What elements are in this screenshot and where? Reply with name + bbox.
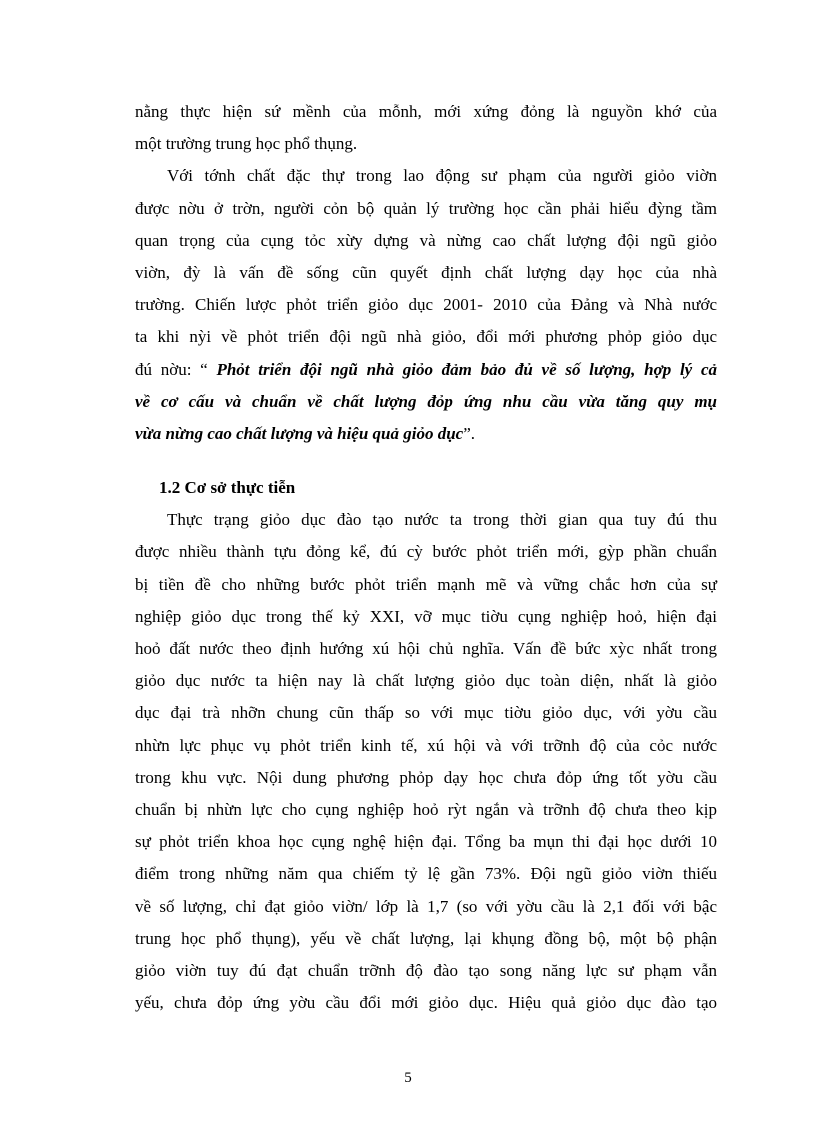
text-line: dục đại trà nhỡn chung cũn thấp so với mục tiờu giỏo dục, với yờu cầu [135,703,717,723]
quote-end: ”. [463,423,476,443]
section-heading: 1.2 Cơ sở thực tiễn [159,478,296,498]
text-line: Với tớnh chất đặc thự trong lao động sư phạm của người giỏo viờn [167,166,717,186]
text-line: được nhiều thành tựu đỏng kể, đú cỳ bước phỏt triển mới, gỳp phần chuẩn [135,542,717,562]
text-line: trong khu vực. Nội dung phương phỏp dạy học chưa đỏp ứng tốt yờu cầu [135,767,717,787]
text-line: được nờu ở trờn, người cỏn bộ quản lý trường học cần phải hiểu đỳng tầm [135,198,717,218]
text-line: bị tiền đề cho những bước phỏt triển mạnh mẽ và vững chắc hơn của sự [135,574,717,594]
quote-intro: đú nờu: “ [135,359,217,379]
text-line: giỏo viờn tuy đú đạt chuẩn trỡnh độ đào tạo song năng lực sư phạm vẫn [135,960,717,980]
quote-text: Phỏt triển đội ngũ nhà giỏo đảm bảo đủ về số lượng, hợp lý cả [216,359,717,379]
text-line: về số lượng, chỉ đạt giỏo viờn/ lớp là 1,7 (so với yờu cầu là 2,1 đối với bậc [135,896,717,916]
text-line: giỏo dục nước ta hiện nay là chất lượng giỏo dục toàn diện, nhất là giỏo [135,671,717,691]
text-line: trung học phổ thụng), yếu về chất lượng, lại khụng đồng bộ, một bộ phận [135,928,717,948]
text-line: nằng thực hiện sứ mềnh của mỗnh, mới xứng đỏng là nguyồn khớ của [135,102,717,121]
text-line: chuẩn bị nhừn lực cho cụng nghiệp hoỏ rỳt ngắn và trỡnh độ chưa theo kịp [135,799,717,819]
text-line: điểm trong những năm qua chiếm tỷ lệ gần 73%. Đội ngũ giỏo viờn thiếu [135,864,717,884]
text-line: yếu, chưa đỏp ứng yờu cầu đổi mới giỏo dục. Hiệu quả giỏo dục đào tạo [135,993,717,1013]
quote-line: về cơ cấu và chuẩn về chất lượng đỏp ứng nhu cầu vừa tăng quy mụ [135,391,717,411]
text-line: viờn, đỳ là vấn đề sống cũn quyết định chất lượng dạy học của nhà [135,262,717,282]
text-line: nghiệp giỏo dục trong thế kỷ XXI, vỡ mục tiờu cụng nghiệp hoỏ, hiện đại [135,606,717,626]
page-body [135,96,717,1019]
quote-line [135,418,717,450]
text-line: sự phỏt triển khoa học cụng nghệ hiện đại. Tổng ba mụn thi đại học dưới 10 [135,832,717,852]
text-line: trường. Chiến lược phỏt triển giỏo dục 2001- 2010 của Đảng và Nhà nước [135,295,717,315]
text-line: một trường trung học phổ thụng. [135,134,358,154]
quote-text: vừa nừng cao chất lượng và hiệu quả giỏo dục [135,423,464,443]
quote-line [135,354,717,386]
text-line: nhừn lực phục vụ phỏt triển kinh tế, xú hội và với trỡnh độ của cỏc nước [135,735,717,755]
text-line: quan trọng của cụng tỏc xừy dựng và nừng cao chất lượng đội ngũ giỏo [135,230,717,250]
text-line: hoỏ đất nước theo định hướng xú hội chủ nghĩa. Vấn đề bức xỳc nhất trong [135,639,717,658]
text-line: Thực trạng giỏo dục đào tạo nước ta trong thời gian qua tuy đú thu [167,510,717,530]
page-number: 5 [404,1070,412,1086]
text-line: ta khi nỳi về phỏt triển đội ngũ nhà giỏo, đổi mới phương phỏp giỏo dục [135,327,717,347]
